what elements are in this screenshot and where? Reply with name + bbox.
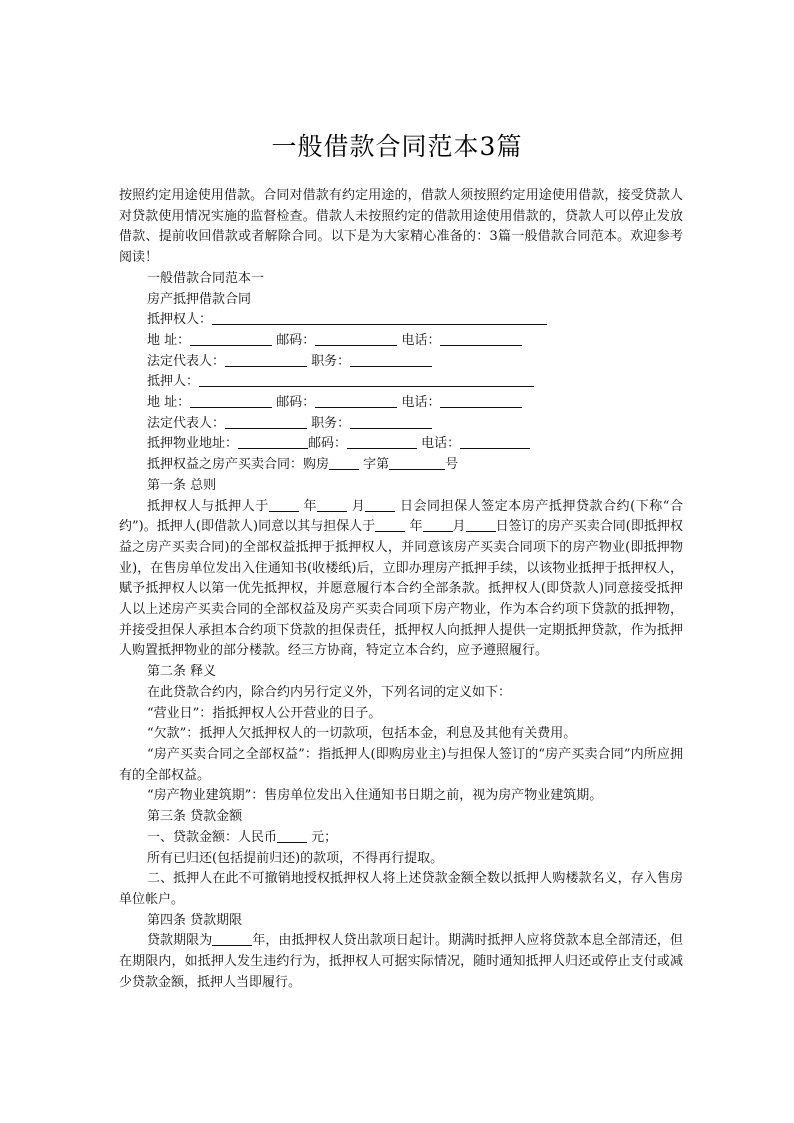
- article-text: 月: [452, 519, 466, 535]
- blank-field: [466, 517, 496, 532]
- blank-field: [317, 497, 347, 512]
- article-text: 日签订的房产买卖合同(即抵押权益之房产买卖合同)的全部权益抵押于抵押权人，并同意该房产买卖合同项下的房产物业(即抵押物业)，在售房单位发出入住通知书(收楼纸)后，立即办理房产抵押手续，以该物业抵押于抵押权人，赋予抵押权人以第一优先抵押权，并愿意履行本合约全部条款。抵押权人(即贷款人)同意接受抵押人以上述房产买卖合同的全部权益及房产买卖合同项下房产物业，作为本合约项下贷款的抵押物，并接受担保人承担本合约项下贷款的担保责任，抵押权人向抵押人提供一定期抵押贷款，作为抵押人购置抵押物业的部分楼款。经三方协商，特定立本合约，应予遵照履行。: [119, 519, 683, 659]
- document-title: 一般借款合同范本3篇: [271, 132, 523, 161]
- blank-field: [212, 310, 547, 325]
- article-text: 月: [351, 498, 366, 514]
- form-line-address-1: [119, 331, 683, 352]
- article-3-title: 第三条 贷款金额: [147, 809, 243, 825]
- article-text: 年，由抵押权人贷出款项日起计。期满时抵押人应将贷款本息全部清还，但在期限内，如抵押人发生违约行为，抵押权人可据实际情况，随时通知抵押人归还或停止支付或减少贷款金额，抵押人当即履行。: [119, 933, 683, 990]
- article-text: 日会同担保人签定本房产抵押贷款合约(下称“合约”)。抵押人(即借款人)同意以其与担保人于: [119, 498, 683, 535]
- blank-field: [375, 517, 405, 532]
- article-2-title: 第二条 释义: [147, 664, 217, 680]
- blank-field: [423, 517, 453, 532]
- article-3-item: [119, 828, 683, 849]
- label-property-address: 抵押物业地址：: [147, 436, 239, 452]
- label-phone: 电话：: [421, 436, 461, 452]
- blank-field: [190, 331, 272, 346]
- contract-name: 房产抵押借款合同: [147, 291, 252, 307]
- label-contract-post: 号: [445, 457, 459, 473]
- article-1-title: 第一条 总则: [147, 477, 217, 493]
- blank-field: [190, 393, 272, 408]
- article-2-intro: 在此贷款合约内，除合约内另行定义外，下列名词的定义如下：: [147, 684, 512, 700]
- label-phone: 电话：: [401, 395, 441, 411]
- article-text: 年: [409, 519, 423, 535]
- label-mortgagor: 抵押人：: [147, 374, 200, 390]
- label-phone: 电话：: [401, 332, 441, 348]
- form-line-property: [119, 434, 683, 455]
- blank-field: [347, 434, 417, 449]
- form-line-contract: [119, 455, 683, 476]
- label-legal-rep: 法定代表人：: [147, 353, 226, 369]
- label-postcode: 邮码：: [276, 395, 316, 411]
- blank-field: [329, 455, 359, 470]
- blank-field: [212, 931, 252, 946]
- blank-field: [225, 352, 307, 367]
- label-contract-mid: 字第: [363, 457, 390, 473]
- blank-field: [277, 828, 307, 843]
- label-contract: 抵押权益之房产买卖合同：购房: [147, 457, 330, 473]
- label-position: 职务：: [311, 353, 351, 369]
- label-address: 地 址：: [147, 332, 191, 348]
- article-4-body: [119, 931, 683, 993]
- blank-field: [365, 497, 395, 512]
- form-line-mortgagor: [119, 372, 683, 393]
- blank-field: [460, 434, 530, 449]
- document-body: [119, 186, 683, 993]
- label-legal-rep: 法定代表人：: [147, 415, 226, 431]
- form-line-address-2: [119, 393, 683, 414]
- article-1-body: [119, 497, 683, 663]
- definition-item: “房产买卖合同之全部权益”：指抵押人(即购房业主)与担保人签订的“房产买卖合同”内所应拥有的全部权益。: [119, 746, 683, 783]
- label-postcode: 邮码：: [276, 332, 316, 348]
- label-address: 地 址：: [147, 395, 191, 411]
- blank-field: [199, 372, 534, 387]
- definition-item: “房产物业建筑期”：售房单位发出入住通知书日期之前，视为房产物业建筑期。: [147, 788, 603, 804]
- blank-field: [389, 455, 445, 470]
- blank-field: [440, 393, 522, 408]
- article-3-item: 所有已归还(包括提前归还)的款项，不得再行提取。: [147, 850, 444, 866]
- article-4-title: 第四条 贷款期限: [147, 912, 243, 928]
- form-line-legal-rep-2: [119, 414, 683, 435]
- article-3-item: 二、抵押人在此不可撤销地授权抵押权人将上述贷款金额全数以抵押人购楼款名义，存入售房单位帐户。: [119, 871, 683, 907]
- blank-field: [350, 352, 432, 367]
- definition-item: “欠款”：抵押人欠抵押权人的一切款项，包括本金，利息及其他有关费用。: [147, 726, 577, 742]
- definition-item: “营业日”：指抵押权人公开营业的日子。: [147, 705, 382, 721]
- blank-field: [225, 414, 307, 429]
- blank-field: [238, 434, 308, 449]
- article-text: 年: [303, 498, 318, 514]
- label-mortgagee: 抵押权人：: [147, 312, 213, 328]
- blank-field: [350, 414, 432, 429]
- article-text: 元；: [311, 829, 338, 845]
- blank-field: [269, 497, 299, 512]
- section-heading: 一般借款合同范本一: [147, 270, 265, 286]
- form-line-legal-rep-1: [119, 352, 683, 373]
- intro-paragraph: 按照约定用途使用借款。合同对借款有约定用途的，借款人须按照约定用途使用借款，接受贷款人对贷款使用情况实施的监督检查。借款人未按照约定的借款用途使用借款的，贷款人可以停止发放借款、提前收回借款或者解除合同。以下是为大家精心准备的：3篇一般借款合同范本。欢迎参考阅读！: [119, 188, 683, 266]
- label-position: 职务：: [311, 415, 351, 431]
- blank-field: [440, 331, 522, 346]
- label-postcode: 邮码：: [308, 436, 348, 452]
- article-text: 抵押权人与抵押人于: [147, 498, 269, 514]
- form-line-mortgagee: [119, 310, 683, 331]
- article-text: 一、贷款金额：人民币: [147, 829, 278, 845]
- blank-field: [315, 393, 397, 408]
- blank-field: [315, 331, 397, 346]
- article-text: 贷款期限为: [147, 933, 213, 949]
